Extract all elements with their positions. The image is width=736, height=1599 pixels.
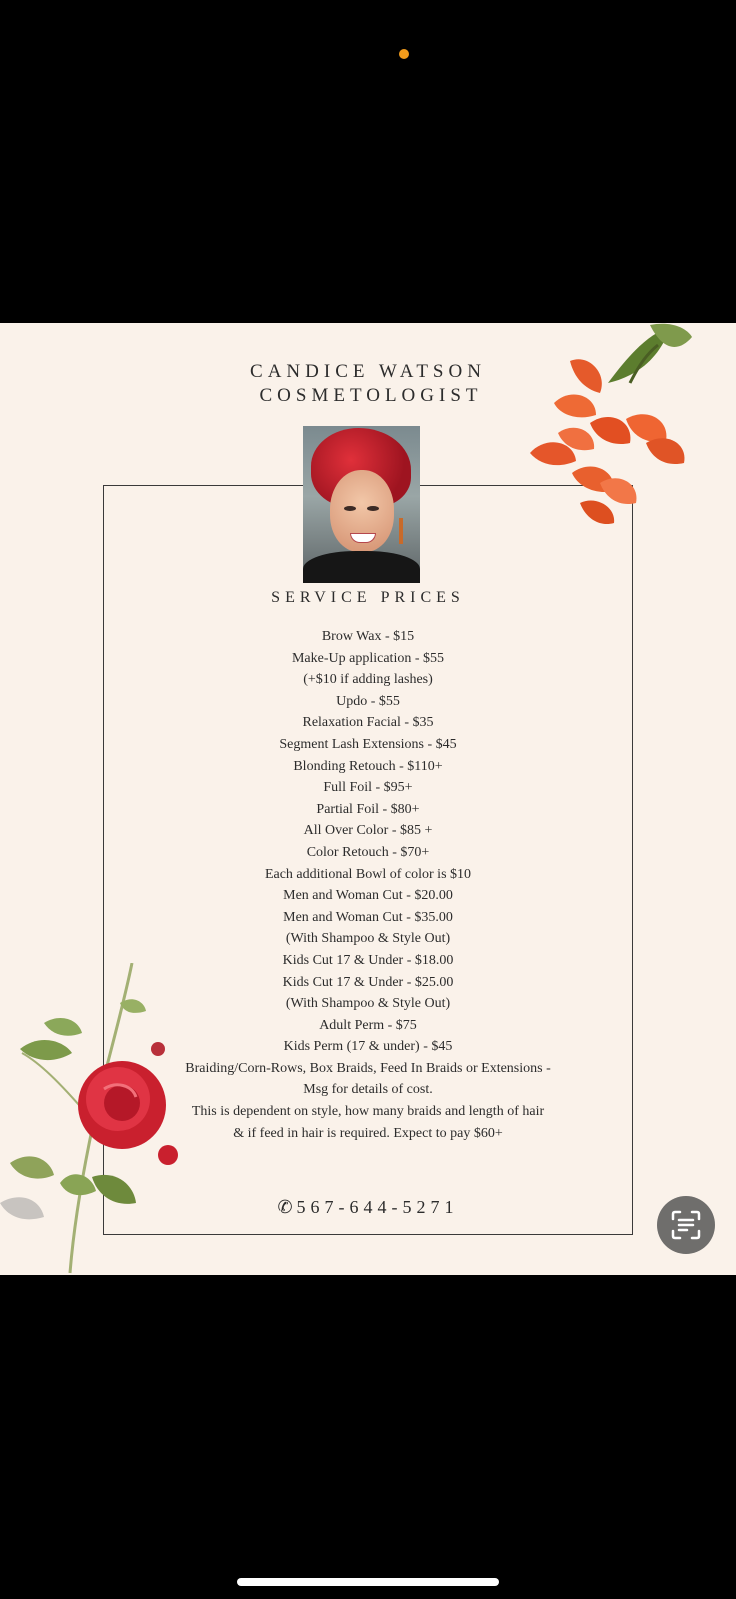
price-line: Men and Woman Cut - $35.00 — [283, 909, 453, 925]
price-line: Make-Up application - $55 — [291, 650, 444, 666]
price-list-flyer — [0, 323, 736, 1275]
price-line: Msg for details of cost. — [303, 1082, 433, 1098]
price-line: Kids Cut 17 & Under - $25.00 — [282, 974, 454, 990]
orange-flowers-icon — [530, 323, 736, 533]
price-line: Blonding Retouch - $110+ — [293, 758, 443, 774]
price-line: Adult Perm - $75 — [319, 1017, 417, 1033]
price-line: Segment Lash Extensions - $45 — [279, 736, 457, 752]
price-line: Kids Perm (17 & under) - $45 — [283, 1039, 453, 1055]
red-rose-icon — [0, 963, 190, 1275]
price-line: Men and Woman Cut - $20.00 — [283, 888, 453, 904]
price-line: (+$10 if adding lashes) — [303, 672, 433, 688]
cosmetologist-title: COSMETOLOGIST — [259, 385, 483, 406]
portrait-photo — [303, 426, 420, 583]
live-text-scan-icon — [670, 1209, 702, 1241]
phone-icon: ✆ — [277, 1197, 293, 1217]
live-text-scan-button[interactable] — [657, 1196, 715, 1254]
cosmetologist-name: CANDICE WATSON — [250, 361, 486, 382]
price-line: This is dependent on style, how many braids and length of hair — [191, 1104, 545, 1120]
price-line: (With Shampoo & Style Out) — [285, 996, 451, 1012]
price-line: Full Foil - $95+ — [323, 780, 413, 796]
home-indicator[interactable] — [237, 1578, 499, 1586]
privacy-indicator-dot — [399, 49, 409, 59]
price-line: & if feed in hair is required. Expect to pay $60+ — [233, 1125, 503, 1141]
price-line: Brow Wax - $15 — [321, 629, 415, 644]
price-line: All Over Color - $85 + — [303, 823, 433, 839]
price-line: Relaxation Facial - $35 — [302, 715, 434, 731]
phone-number-text: 567-644-5271 — [296, 1197, 459, 1217]
price-line: Each additional Bowl of color is $10 — [264, 866, 472, 882]
price-line: Partial Foil - $80+ — [316, 801, 420, 817]
price-line: (With Shampoo & Style Out) — [285, 931, 451, 947]
price-line: Braiding/Corn-Rows, Box Braids, Feed In Braids or Extensions - — [185, 1060, 551, 1076]
price-line: Color Retouch - $70+ — [306, 844, 430, 860]
price-line: Updo - $55 — [336, 693, 400, 709]
price-line: Kids Cut 17 & Under - $18.00 — [282, 952, 454, 968]
section-title: SERVICE PRICES — [271, 589, 465, 606]
